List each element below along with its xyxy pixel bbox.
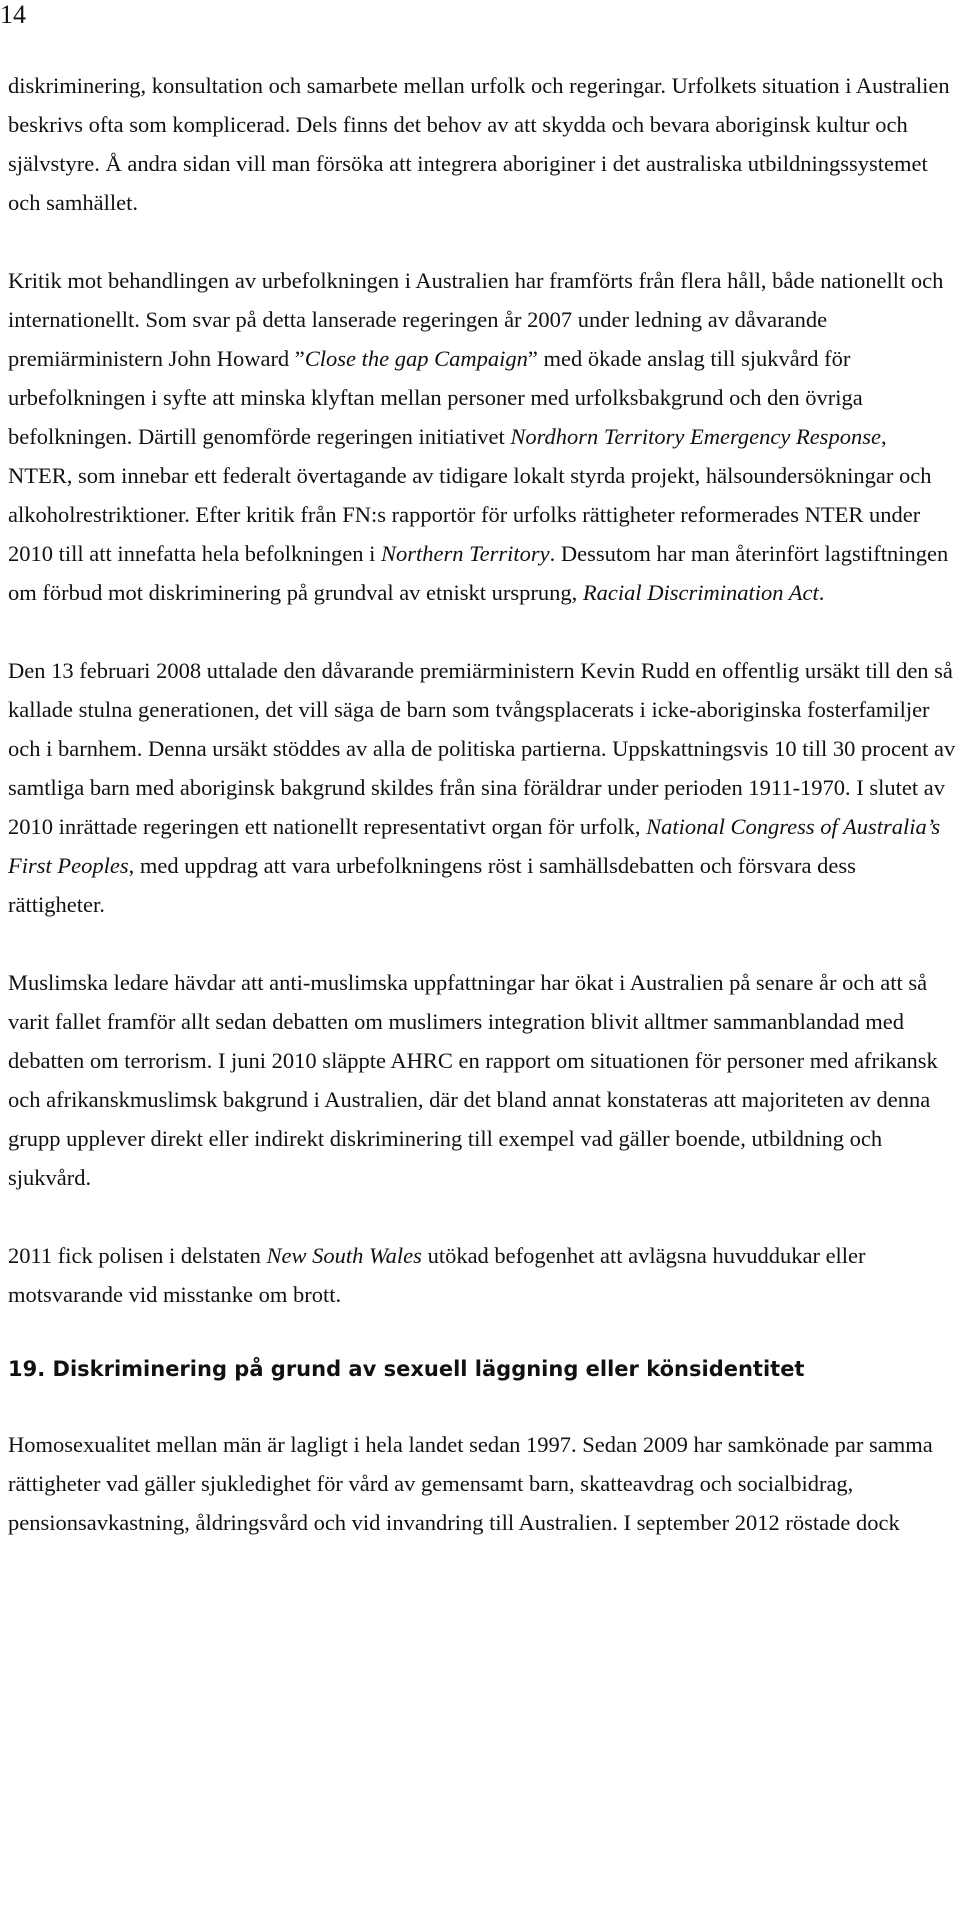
page-body (8, 66, 956, 1542)
text-segment: diskriminering, konsultation och samarbete mellan urfolk och regeringar. Urfolkets situation i Australien beskrivs ofta som komplicerad. Dels finns det behov av att skydda och bevara aboriginsk kultur och självstyre. Å andra sidan vill man försöka att integrera aboriginer i det australiska utbildningssystemet och samhället. (8, 73, 950, 215)
paragraph-6: Homosexualitet mellan män är lagligt i hela landet sedan 1997. Sedan 2009 har samkönade par samma rättigheter vad gäller sjukledighet för vård av gemensamt barn, skatteavdrag och socialbidrag, pensionsavkastning, åldringsvård och vid invandring till Australien. I september 2012 röstade dock (8, 1432, 933, 1535)
text-segment: . (818, 580, 825, 605)
text-segment: 2011 fick polisen i delstaten (8, 1243, 267, 1268)
italic-term: Northern Territory (381, 541, 550, 566)
text-segment: ” med ökade anslag till sjukvård för urbefolkningen i syfte att minska klyftan mellan personer med urfolksbakgrund och den övriga befolkningen. Därtill genomförde regeringen initiativet (8, 346, 863, 449)
text-segment: , med uppdrag att vara urbefolkningens röst i samhällsdebatten och försvara dess rättigheter. (8, 853, 856, 917)
text-segment: , NTER, som innebar ett federalt övertagande av tidigare lokalt styrda projekt, hälsoundersökningar och alkoholrestriktioner. Efter kritik från FN:s rapportör för urfolks rättigheter reformerades NTER under 2010 till att innefatta hela befolkningen i (8, 424, 932, 566)
page-number: 14 (0, 0, 26, 29)
paragraph-3 (8, 651, 956, 924)
italic-term: New South Wales (266, 1243, 422, 1268)
text-segment: . Dessutom har man återinfört lagstiftningen om förbud mot diskriminering på grundval av etniskt ursprung, (8, 541, 949, 605)
text-segment: Muslimska ledare hävdar att anti-muslimska uppfattningar har ökat i Australien på senare år och att så varit fallet framför allt sedan debatten om muslimers integration blivit alltmer sammanblandad med debatten om terrorism. I juni 2010 släppte AHRC en rapport om situationen för personer med afrikansk och afrikanskmuslimsk bakgrund i Australien, där det bland annat konstateras att majoriteten av denna grupp upplever direkt eller indirekt diskriminering till exempel vad gäller boende, utbildning och sjukvård. (8, 970, 938, 1190)
text-segment: Kritik mot behandlingen av urbefolkningen i Australien har framförts från flera håll, både nationellt och internationellt. Som svar på detta lanserade regeringen år 2007 under ledning av dåvarande premiärministern John Howard ” (8, 268, 944, 371)
paragraph-1 (8, 66, 956, 222)
paragraph-5 (8, 1236, 956, 1314)
text-segment: utökad befogenhet att avlägsna huvuddukar eller motsvarande vid misstanke om brott. (8, 1243, 866, 1307)
section-heading: 19. Diskriminering på grund av sexuell läggning eller könsidentitet (8, 1357, 805, 1381)
italic-term: Nordhorn Territory Emergency Response (510, 424, 881, 449)
paragraph-4 (8, 963, 956, 1197)
italic-term: National Congress of Australia’s First Peoples (8, 814, 941, 878)
paragraph-2 (8, 261, 956, 612)
text-segment: Den 13 februari 2008 uttalade den dåvarande premiärministern Kevin Rudd en offentlig ursäkt till den så kallade stulna generationen, det vill säga de barn som tvångsplacerats i icke-aboriginska fosterfamiljer och i barnhem. Denna ursäkt stöddes av alla de politiska partierna. Uppskattningsvis 10 till 30 procent av samtliga barn med aboriginsk bakgrund skildes från sina föräldrar under perioden 1911-1970. I slutet av 2010 inrättade regeringen ett nationellt representativt organ för urfolk, (8, 658, 956, 839)
italic-term: Racial Discrimination Act (582, 580, 819, 605)
italic-term: Close the gap Campaign (304, 346, 528, 371)
